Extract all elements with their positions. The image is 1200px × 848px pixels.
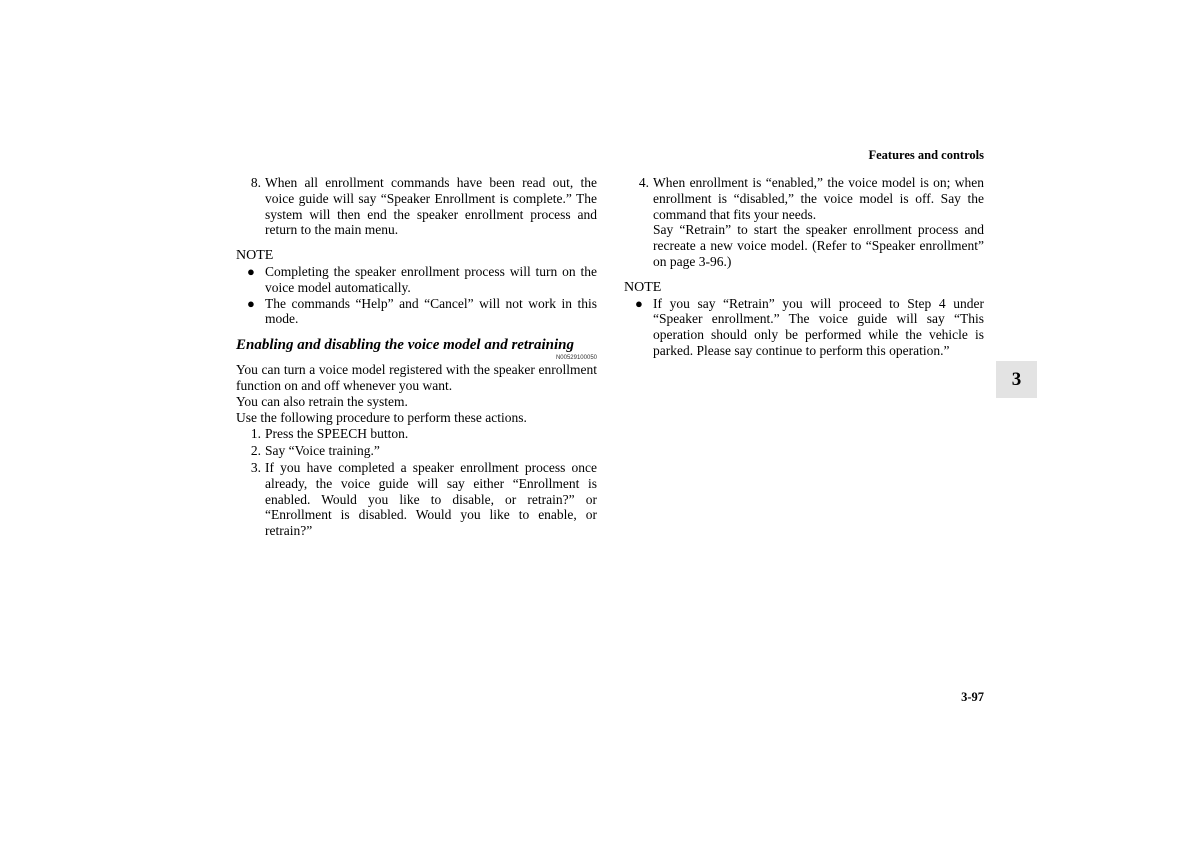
step-number: 1. [250,426,261,442]
step-2 [236,443,597,459]
step-text: When all enrollment commands have been read out, the voice guide will say “Speaker Enrollment is complete.” The system will then end the speaker enrollment process and return to the main menu. [265,175,597,238]
step-text-continued: Say “Retrain” to start the speaker enrollment process and recreate a new voice model. (Refer to “Speaker enrollment” on page 3-96.) [653,222,984,269]
note-bullet [624,296,984,359]
step-text: If you have completed a speaker enrollment process once already, the voice guide will say either “Enrollment is enabled. Would you like to disable, or retrain?” or “Enrollment is disabled. Would you like to enable, or retrain?” [265,459,597,539]
step-number: 3. [250,459,261,475]
bullet-text: The commands “Help” and “Cancel” will not work in this mode. [265,295,597,327]
bullet-text: If you say “Retrain” you will proceed to Step 4 under “Speaker enrollment.” The voice guide will say “This operation should only be performed while the vehicle is parked. Please say continue to perform this operation.” [653,295,984,358]
note-label: NOTE [236,248,274,264]
page-number: 3-97 [961,690,984,704]
step-number: 4. [638,175,649,190]
left-column [236,175,597,539]
note-bullet [236,296,597,328]
step-1 [236,426,597,442]
note-label: NOTE [624,279,662,295]
step-3 [236,460,597,539]
step-text: When enrollment is “enabled,” the voice model is on; when enrollment is “disabled,” the voice model is off. Say the command that fits your needs. [653,175,984,222]
section-code: N00529100050 [555,355,597,362]
note-bullet [236,264,597,296]
step-text: Press the SPEECH button. [265,426,409,442]
bullet-text: Completing the speaker enrollment process will turn on the voice model automatically. [265,263,597,295]
bullet-icon: ● [247,295,255,311]
bullet-icon: ● [635,295,643,311]
chapter-tab: 3 [996,361,1037,398]
step-text: Say “Voice training.” [265,443,380,459]
step-4 [624,175,984,270]
step-number: 8. [250,175,261,190]
running-header: Features and controls [868,148,984,162]
step-number: 2. [250,443,261,459]
paragraph: You can also retrain the system. [236,393,408,409]
right-column [624,175,984,359]
section-heading: Enabling and disabling the voice model and retraining [236,337,574,354]
paragraph: You can turn a voice model registered with the speaker enrollment function on and off whenever you want. [236,362,597,393]
step-8 [236,175,597,238]
bullet-icon: ● [247,263,255,279]
paragraph: Use the following procedure to perform these actions. [236,409,527,425]
